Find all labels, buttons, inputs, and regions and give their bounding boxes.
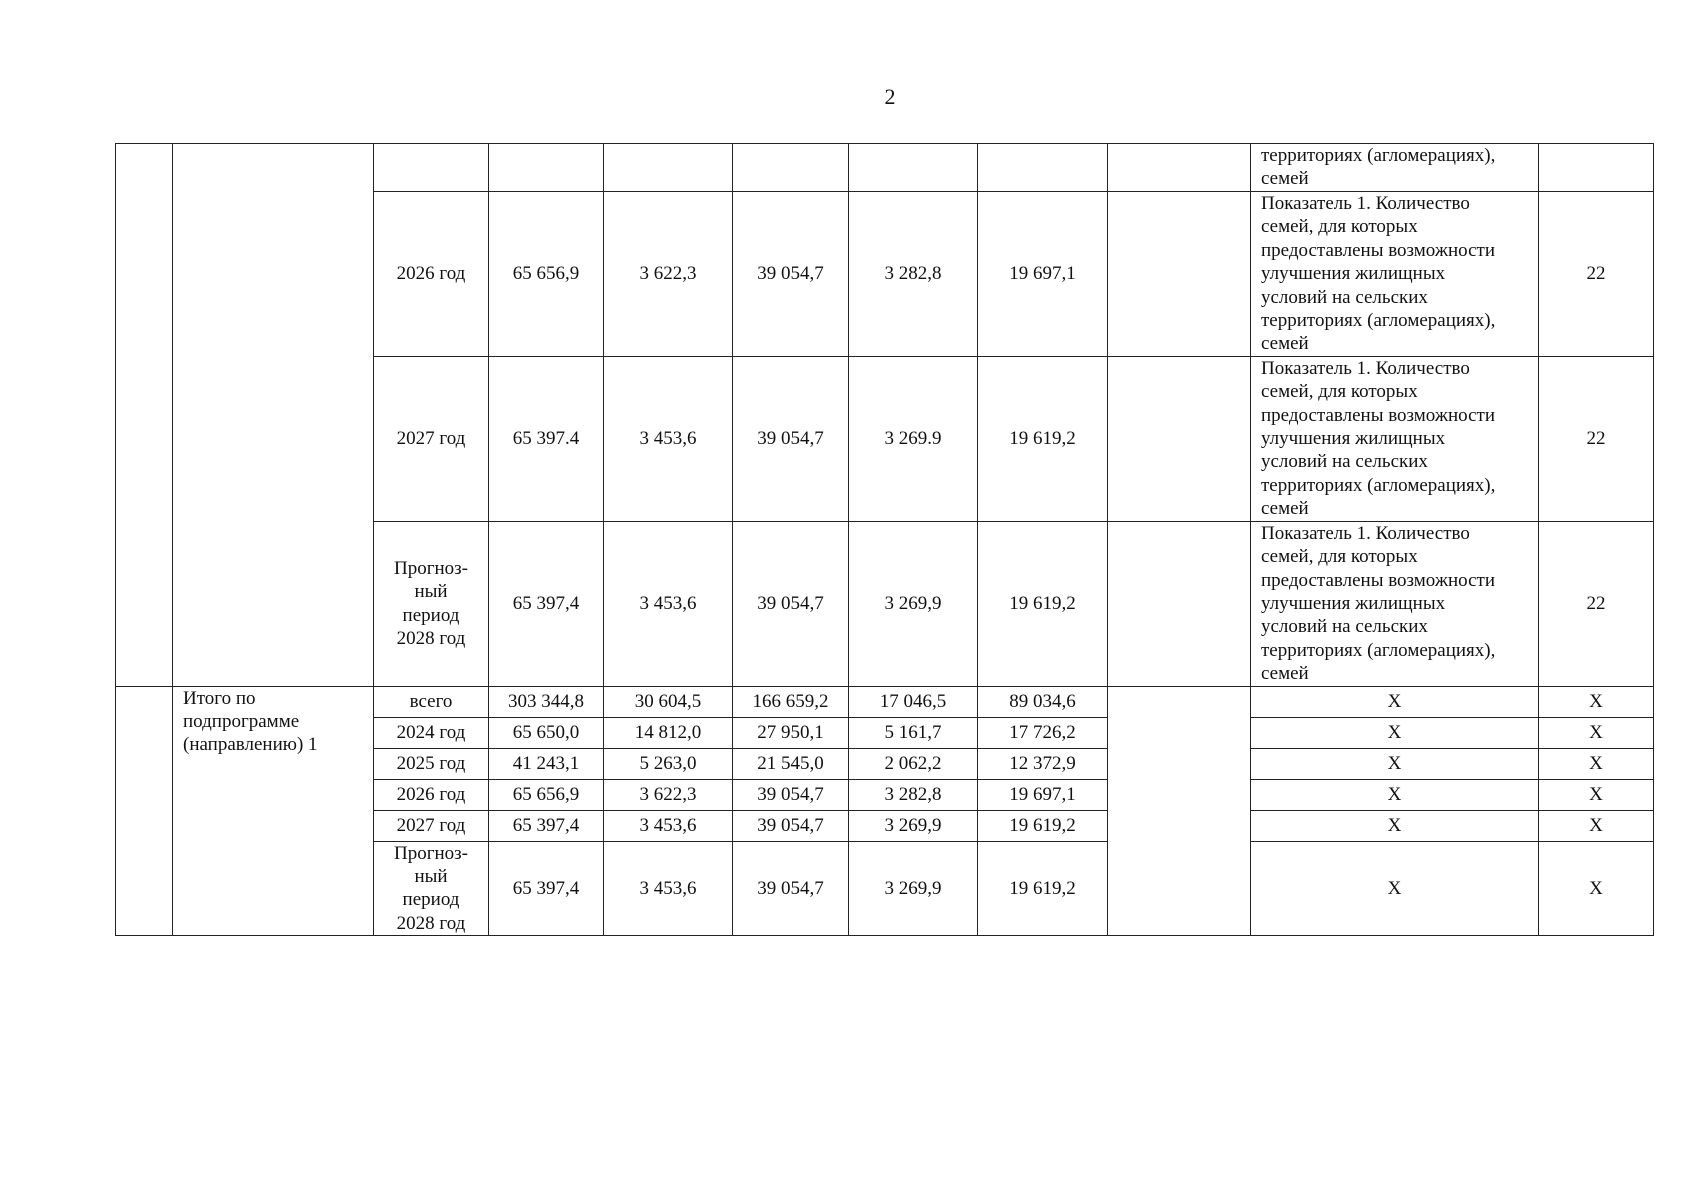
value-cell: 14 812,0 [604,717,733,748]
value-cell: 19 619,2 [978,521,1108,686]
indicator-value-cell: 22 [1539,356,1654,521]
period-cell: 2027 год [374,810,489,841]
value-cell: 19 697,1 [978,192,1108,357]
period-cell: 2027 год [374,356,489,521]
value-cell: 39 054,7 [733,521,849,686]
value-cell: 3 282,8 [849,779,978,810]
value-cell: 19 619,2 [978,841,1108,936]
table-cell [978,144,1108,192]
table-cell [1108,686,1251,936]
indicator-value-cell: X [1539,748,1654,779]
value-cell: 3 453,6 [604,356,733,521]
period-cell: Прогноз- ный период 2028 год [374,841,489,936]
value-cell: 17 726,2 [978,717,1108,748]
value-cell: 3 453,6 [604,841,733,936]
value-cell: 17 046,5 [849,686,978,717]
indicator-cell: X [1251,810,1539,841]
value-cell: 3 269.9 [849,356,978,521]
indicator-cell [1251,521,1539,686]
period-cell: 2024 год [374,717,489,748]
value-cell: 39 054,7 [733,192,849,357]
table-row [116,144,1654,192]
number-cell [116,144,173,687]
value-cell: 12 372,9 [978,748,1108,779]
table-cell [733,144,849,192]
value-cell: 21 545,0 [733,748,849,779]
total-cell: 65 656,9 [489,192,604,357]
summary-label: Итого по подпрограмме (направлению) 1 [183,687,318,756]
table-cell [374,144,489,192]
value-cell: 3 269,9 [849,810,978,841]
period-cell: всего [374,686,489,717]
indicator-value-cell: X [1539,841,1654,936]
value-cell: 5 161,7 [849,717,978,748]
value-cell: 3 622,3 [604,779,733,810]
table-cell [1108,521,1251,686]
value-cell: 39 054,7 [733,356,849,521]
indicator-value-cell: X [1539,717,1654,748]
indicator-value-cell: 22 [1539,521,1654,686]
value-cell: 89 034,6 [978,686,1108,717]
indicator-text: Показатель 1. Количество семей, для которых предоставлены возможности улучшения жилищных условий на сельских территориях (агломерациях), семей [1261,193,1496,355]
total-cell: 303 344,8 [489,686,604,717]
total-cell: 65 397.4 [489,356,604,521]
name-cell [173,144,374,687]
value-cell: 3 282,8 [849,192,978,357]
value-cell: 19 619,2 [978,356,1108,521]
indicator-value-cell: X [1539,779,1654,810]
table-row [116,686,1654,717]
indicator-cell [1251,192,1539,357]
page-number: 2 [884,84,896,109]
period-cell: Прогноз- ный период 2028 год [374,521,489,686]
value-cell: 3 453,6 [604,810,733,841]
indicator-cell: X [1251,748,1539,779]
indicator-text: Показатель 1. Количество семей, для которых предоставлены возможности улучшения жилищных условий на сельских территориях (агломерациях), семей [1261,522,1496,685]
total-cell: 65 656,9 [489,779,604,810]
value-cell: 2 062,2 [849,748,978,779]
indicator-text: территориях (агломерациях), семей [1261,145,1496,190]
indicator-value-cell: X [1539,686,1654,717]
value-cell: 39 054,7 [733,779,849,810]
value-cell: 39 054,7 [733,810,849,841]
total-cell: 65 397,4 [489,810,604,841]
table-cell [1539,144,1654,192]
value-cell: 166 659,2 [733,686,849,717]
table-cell [489,144,604,192]
table-cell [604,144,733,192]
value-cell: 3 269,9 [849,841,978,936]
table-cell [1108,192,1251,357]
table-cell [1108,356,1251,521]
summary-label-cell [173,686,374,936]
indicator-value-cell: 22 [1539,192,1654,357]
value-cell: 39 054,7 [733,841,849,936]
period-cell: 2025 год [374,748,489,779]
number-cell [116,686,173,936]
indicator-cell: X [1251,717,1539,748]
period-cell: 2026 год [374,192,489,357]
total-cell: 41 243,1 [489,748,604,779]
table-cell [1108,144,1251,192]
value-cell: 3 269,9 [849,521,978,686]
value-cell: 30 604,5 [604,686,733,717]
table-cell [849,144,978,192]
total-cell: 65 650,0 [489,717,604,748]
total-cell: 65 397,4 [489,841,604,936]
value-cell: 19 697,1 [978,779,1108,810]
indicator-cell: X [1251,779,1539,810]
indicator-cell [1251,356,1539,521]
period-cell: 2026 год [374,779,489,810]
budget-table [115,143,1654,936]
indicator-cell: X [1251,686,1539,717]
indicator-value-cell: X [1539,810,1654,841]
indicator-cell [1251,144,1539,192]
value-cell: 19 619,2 [978,810,1108,841]
indicator-text: Показатель 1. Количество семей, для которых предоставлены возможности улучшения жилищных условий на сельских территориях (агломерациях), семей [1261,357,1496,520]
indicator-cell: X [1251,841,1539,936]
total-cell: 65 397,4 [489,521,604,686]
value-cell: 3 622,3 [604,192,733,357]
value-cell: 5 263,0 [604,748,733,779]
value-cell: 3 453,6 [604,521,733,686]
value-cell: 27 950,1 [733,717,849,748]
